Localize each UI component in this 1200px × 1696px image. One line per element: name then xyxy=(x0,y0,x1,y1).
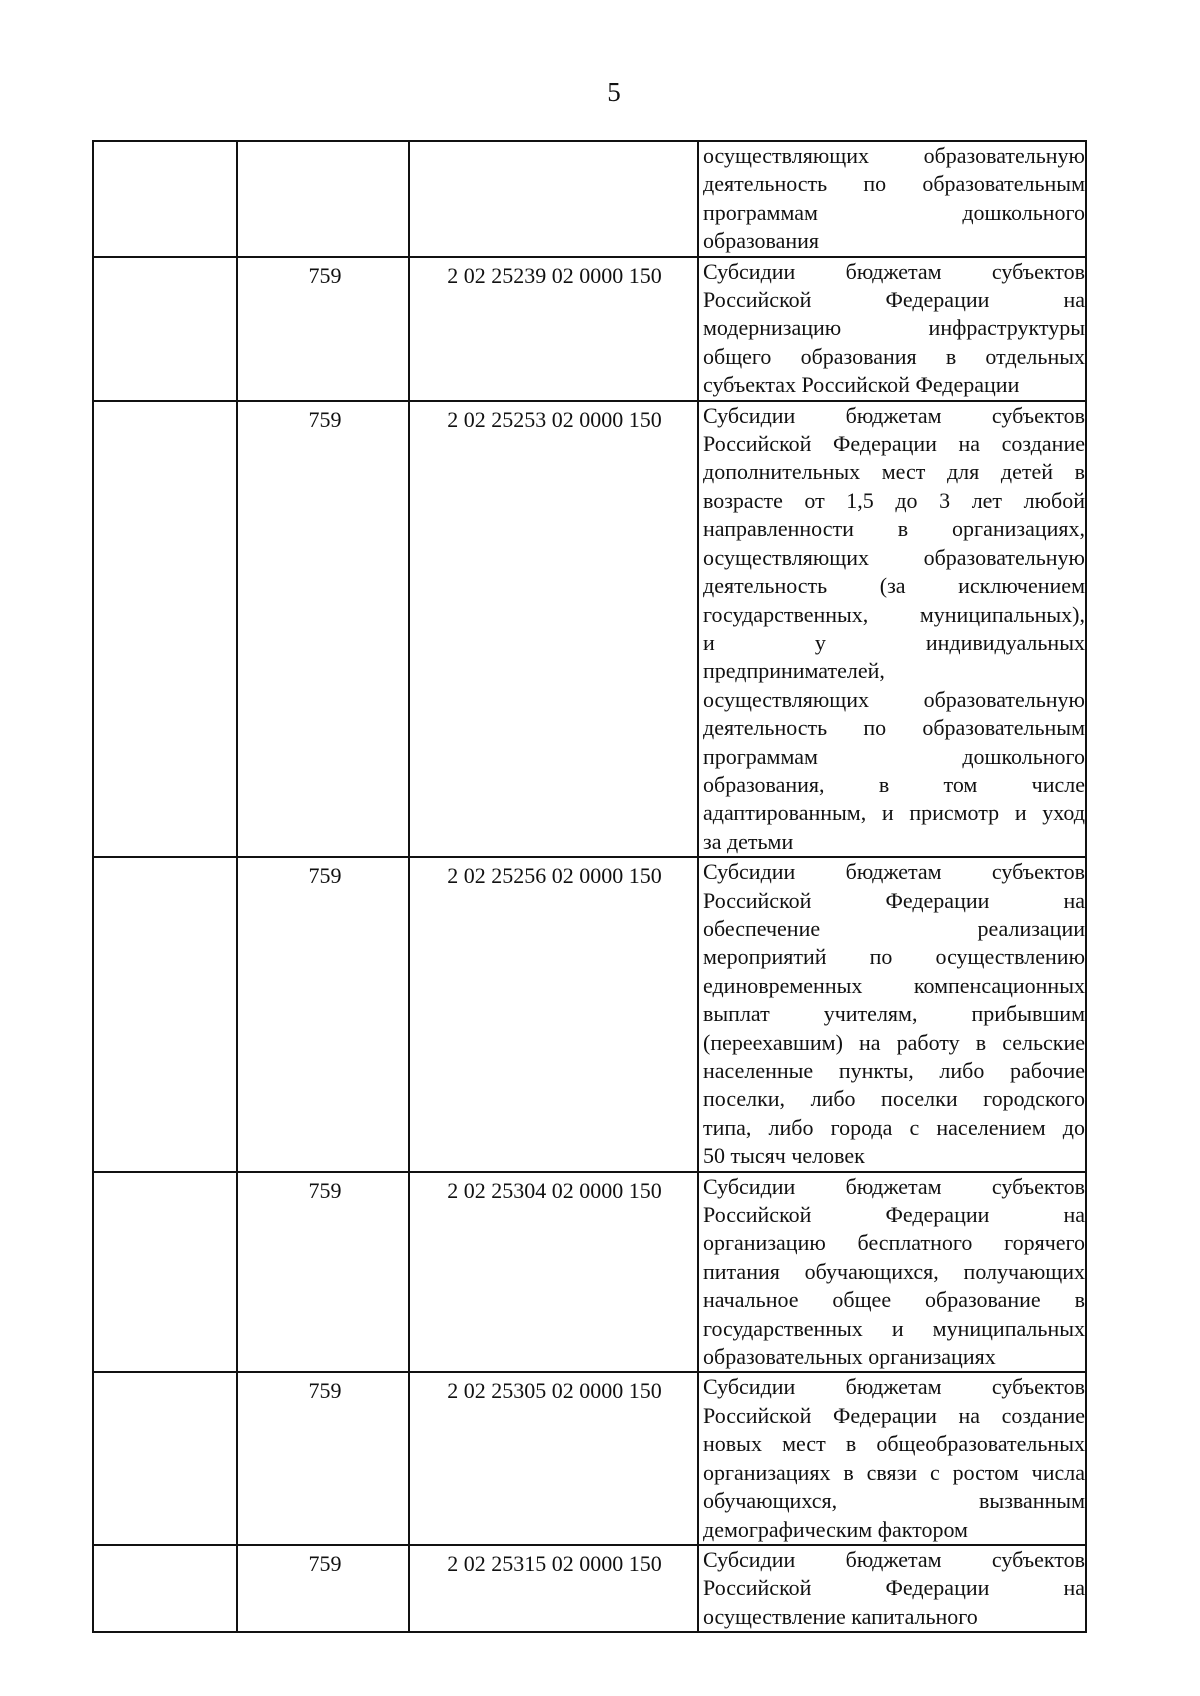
description-line: Субсидии бюджетам субъектов xyxy=(703,258,1085,284)
description-line: Российской Федерации на xyxy=(703,287,1085,313)
description-line: начальное общее образование в xyxy=(703,1287,1085,1313)
revenue-code-cell: 2 02 25239 02 0000 150 xyxy=(409,257,698,401)
first-column-cell xyxy=(93,1372,237,1544)
administrator-code-cell: 759 xyxy=(237,1545,409,1632)
description-line: населенные пункты, либо рабочие xyxy=(703,1058,1085,1083)
revenue-code-cell xyxy=(409,141,698,257)
table-row xyxy=(93,141,1086,257)
description-line: адаптированным, и присмотр и уход xyxy=(703,800,1085,826)
description-line: Российской Федерации на xyxy=(703,1575,1085,1601)
description-line: общего образования в отдельных xyxy=(703,343,1085,369)
description-line: типа, либо города с населением до xyxy=(703,1114,1085,1140)
description-line: осуществляющих образовательную xyxy=(703,143,1085,168)
administrator-code-cell: 759 xyxy=(237,857,409,1171)
description-line: образовательных организациях xyxy=(703,1344,996,1370)
revenue-code-cell: 2 02 25305 02 0000 150 xyxy=(409,1372,698,1544)
first-column-cell xyxy=(93,257,237,401)
description-line: и у индивидуальных xyxy=(703,629,1085,655)
description-line: (переехавшим) на работу в сельские xyxy=(703,1029,1085,1055)
revenue-description-cell xyxy=(698,1545,1086,1632)
description-line: деятельность по образовательным xyxy=(703,715,1085,741)
description-line: предпринимателей, xyxy=(703,658,885,684)
revenue-code-cell: 2 02 25304 02 0000 150 xyxy=(409,1172,698,1373)
description-line: Субсидии бюджетам субъектов xyxy=(703,1173,1085,1199)
description-line: осуществляющих образовательную xyxy=(703,544,1085,570)
table-row xyxy=(93,257,1086,401)
budget-codes-table xyxy=(92,140,1087,1633)
description-line: осуществление капитального xyxy=(703,1603,978,1629)
first-column-cell xyxy=(93,1545,237,1632)
description-line: Субсидии бюджетам субъектов xyxy=(703,859,1085,885)
description-line: за детьми xyxy=(703,828,794,854)
page-number: 5 xyxy=(607,77,621,107)
description-line: Субсидии бюджетам субъектов xyxy=(703,402,1085,428)
first-column-cell xyxy=(93,1172,237,1373)
revenue-description-cell xyxy=(698,257,1086,401)
administrator-code-cell: 759 xyxy=(237,1372,409,1544)
description-line: субъектах Российской Федерации xyxy=(703,372,1020,398)
description-line: дополнительных мест для детей в xyxy=(703,459,1085,485)
administrator-code-cell xyxy=(237,141,409,257)
description-line: осуществляющих образовательную xyxy=(703,686,1085,712)
description-line: Российской Федерации на создание xyxy=(703,431,1085,457)
description-line: программам дошкольного xyxy=(703,743,1085,769)
description-line: направленности в организациях, xyxy=(703,516,1085,542)
description-line: мероприятий по осуществлению xyxy=(703,944,1085,970)
description-line: Субсидии бюджетам субъектов xyxy=(703,1546,1085,1572)
table-row xyxy=(93,401,1086,858)
description-line: Российской Федерации на xyxy=(703,1202,1085,1228)
description-line: государственных и муниципальных xyxy=(703,1315,1085,1341)
description-line: поселки, либо поселки городского xyxy=(703,1086,1085,1112)
table-row xyxy=(93,857,1086,1171)
description-line: Российской Федерации на xyxy=(703,887,1085,913)
description-line: программам дошкольного xyxy=(703,199,1085,225)
description-line: демографическим фактором xyxy=(703,1516,968,1542)
administrator-code-cell: 759 xyxy=(237,1172,409,1373)
description-line: выплат учителям, прибывшим xyxy=(703,1001,1085,1027)
table-row xyxy=(93,1545,1086,1632)
administrator-code-cell: 759 xyxy=(237,401,409,858)
revenue-description-cell xyxy=(698,401,1086,858)
revenue-description-cell xyxy=(698,1372,1086,1544)
table-row xyxy=(93,1172,1086,1373)
revenue-code-cell: 2 02 25256 02 0000 150 xyxy=(409,857,698,1171)
description-line: питания обучающихся, получающих xyxy=(703,1258,1085,1284)
description-line: обеспечение реализации xyxy=(703,915,1085,941)
description-line: Субсидии бюджетам субъектов xyxy=(703,1374,1085,1400)
description-line: организациях в связи с ростом числа xyxy=(703,1459,1085,1485)
revenue-code-cell: 2 02 25253 02 0000 150 xyxy=(409,401,698,858)
description-line: 50 тысяч человек xyxy=(703,1143,865,1169)
description-line: деятельность по образовательным xyxy=(703,171,1085,197)
administrator-code-cell: 759 xyxy=(237,257,409,401)
description-line: обучающихся, вызванным xyxy=(703,1488,1085,1514)
first-column-cell xyxy=(93,141,237,257)
description-line: Российской Федерации на создание xyxy=(703,1402,1085,1428)
table-body xyxy=(93,141,1086,1632)
description-line: образования, в том числе xyxy=(703,771,1085,797)
first-column-cell xyxy=(93,857,237,1171)
revenue-description-cell xyxy=(698,1172,1086,1373)
first-column-cell xyxy=(93,401,237,858)
description-line: образования xyxy=(703,228,820,254)
table-row xyxy=(93,1372,1086,1544)
description-line: возрасте от 1,5 до 3 лет любой xyxy=(703,487,1085,513)
revenue-code-cell: 2 02 25315 02 0000 150 xyxy=(409,1545,698,1632)
description-line: государственных, муниципальных), xyxy=(703,601,1085,627)
revenue-description-cell xyxy=(698,857,1086,1171)
description-line: организацию бесплатного горячего xyxy=(703,1230,1085,1256)
description-line: деятельность (за исключением xyxy=(703,573,1085,599)
description-line: единовременных компенсационных xyxy=(703,972,1085,998)
description-line: новых мест в общеобразовательных xyxy=(703,1431,1085,1457)
description-line: модернизацию инфраструктуры xyxy=(703,315,1085,341)
revenue-description-cell xyxy=(698,141,1086,257)
